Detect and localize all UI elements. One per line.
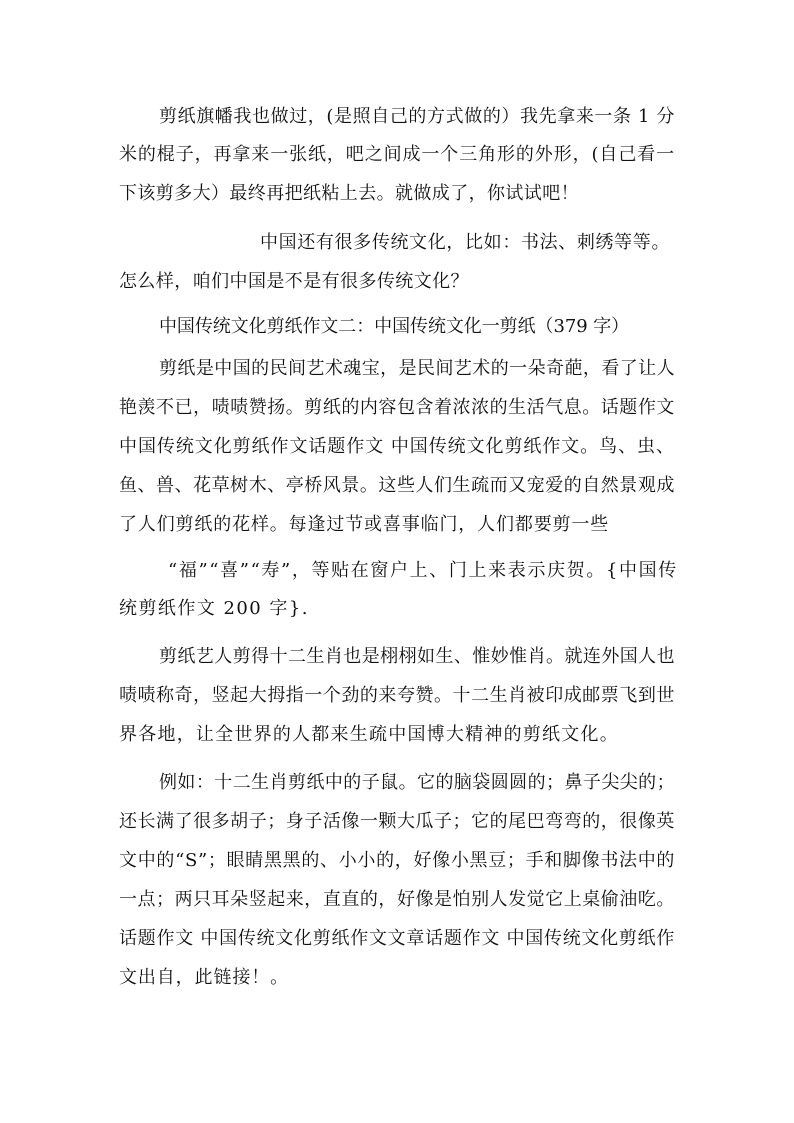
text-line: 下该剪多大）最终再把纸粘上去。就做成了，你试试吧！ [119,183,579,204]
text-line: “福”“喜”“寿”，等贴在窗户上、门上来表示庆贺。{中国传 [168,560,678,581]
text-line: 剪纸是中国的民间艺术魂宝，是民间艺术的一朵奇葩，看了让人 [159,358,676,379]
text-line: 文中的“S”；眼睛黑黑的、小小的，好像小黑豆；手和脚像书法中的 [119,850,676,871]
text-line: 界各地，让全世界的人都来生疏中国博大精神的剪纸文化。 [119,724,619,745]
text-line: 中国传统文化剪纸作文二：中国传统文化一剪纸（379 字） [159,316,630,337]
text-line: 剪纸艺人剪得十二生肖也是栩栩如生、惟妙惟肖。就连外国人也 [159,646,676,667]
text-line: 了人们剪纸的花样。每逢过节或喜事临门，人们都要剪一些 [119,514,610,535]
text-line: 话题作文 中国传统文化剪纸作文文章话题作文 中国传统文化剪纸作 [119,928,676,949]
text-line: 还长满了很多胡子；身子活像一颗大瓜子；它的尾巴弯弯的，很像英 [119,811,675,832]
text-line: 怎么样，咱们中国是不是有很多传统文化？ [119,271,469,292]
text-line: 统剪纸作文 200 字}. [119,598,309,619]
text-line: 中国传统文化剪纸作文话题作文 中国传统文化剪纸作文。鸟、虫、 [119,436,675,457]
text-line: 艳羡不已，啧啧赞扬。剪纸的内容包含着浓浓的生活气息。话题作文 [119,397,675,418]
text-line: 剪纸旗幡我也做过，(是照自己的方式做的）我先拿来一条 1 分 [159,106,675,127]
text-line: 啧啧称奇，竖起大拇指一个劲的来夸赞。十二生肖被印成邮票飞到世 [119,685,675,706]
text-line: 中国还有很多传统文化，比如：书法、刺绣等等。 [260,232,671,253]
text-line: 一点；两只耳朵竖起来，直直的，好像是怕别人发觉它上桌偷油吃。 [119,889,675,910]
text-line: 例如：十二生肖剪纸中的子鼠。它的脑袋圆圆的；鼻子尖尖的； [159,772,676,793]
text-line: 文出自，此链接！。 [119,967,290,988]
text-line: 鱼、兽、花草树木、亭桥风景。这些人们生疏而又宠爱的自然景观成 [119,475,675,496]
text-line: 米的棍子，再拿来一张纸，吧之间成一个三角形的外形，(自己看一 [119,144,676,165]
